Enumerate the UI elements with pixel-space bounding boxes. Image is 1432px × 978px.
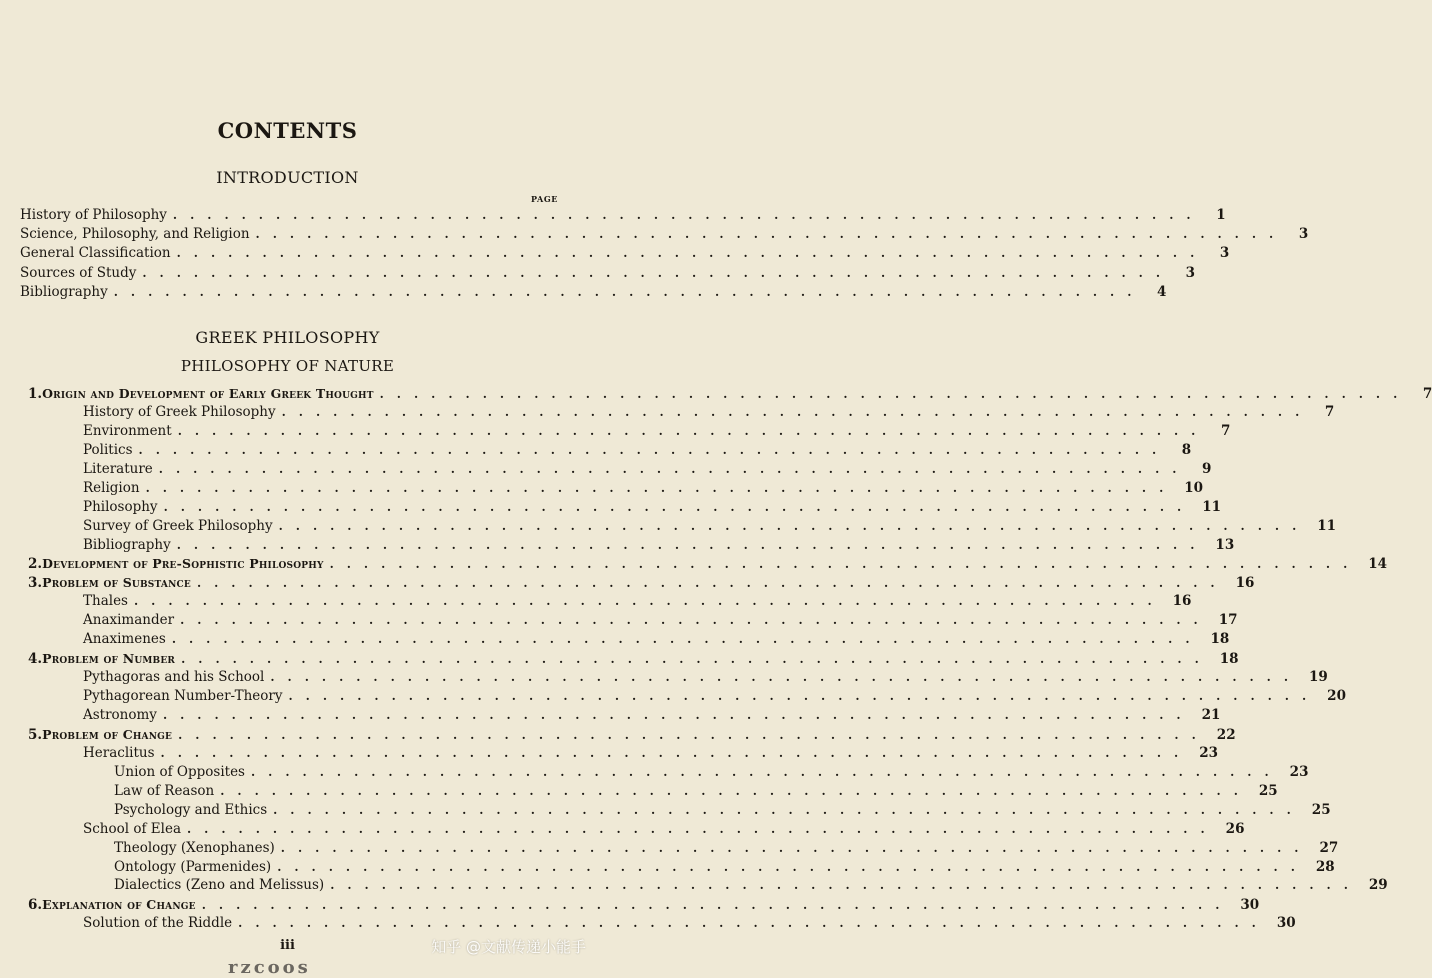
chapter-entry	[28, 895, 1260, 914]
subsection-entry	[114, 801, 1331, 820]
entry-title: Pythagoras and his School	[83, 669, 265, 686]
dot-leader: ............................................................	[280, 840, 1312, 855]
entry-title: Psychology and Ethics	[114, 801, 268, 818]
entry-page-number: 13	[1215, 536, 1235, 553]
entry-page-number: 23	[1199, 744, 1218, 761]
dot-leader: ............................................................	[288, 689, 1320, 704]
entry-title: Bibliography	[20, 283, 108, 300]
entry-title: School of Elea	[83, 820, 181, 837]
subsection-entry	[83, 422, 1231, 441]
entry-title: Problem of Number	[42, 651, 176, 667]
dot-leader: ............................................................	[187, 821, 1218, 836]
entry-title: Anaximander	[83, 612, 175, 629]
entry-page-number: 27	[1319, 839, 1339, 856]
entry-title: Pythagorean Number-Theory	[83, 688, 283, 705]
dot-leader: ............................................................	[277, 859, 1308, 874]
entry-page-number: 28	[1315, 858, 1335, 875]
entry-title: Astronomy	[83, 706, 157, 723]
subsection-entry	[83, 744, 1218, 763]
dot-leader: ............................................................	[329, 557, 1361, 572]
dot-leader: ............................................................	[138, 442, 1170, 457]
entry-title: Science, Philosophy, and Religion	[20, 226, 250, 243]
entry-title: History of Greek Philosophy	[83, 403, 276, 420]
entry-title: Law of Reason	[114, 782, 215, 799]
subsection-entry	[83, 479, 1204, 498]
entry-page-number: 29	[1368, 877, 1388, 894]
subsection-entry	[83, 820, 1245, 839]
subsection-entry	[114, 782, 1278, 801]
entry-page-number: 3	[1219, 245, 1230, 262]
entry-number: 1.	[28, 386, 43, 402]
subsection-entry	[83, 441, 1192, 460]
entry-title: Development of Pre-Sophistic Philosophy	[42, 556, 324, 572]
dot-leader: ............................................................	[255, 227, 1287, 242]
entry-page-number: 21	[1201, 706, 1221, 723]
entry-page-number: 23	[1289, 763, 1309, 780]
entry-title: Problem of Substance	[42, 575, 191, 591]
subsection-entry	[83, 517, 1337, 536]
dot-leader: ............................................................	[158, 461, 1190, 476]
entry-page-number: 20	[1327, 688, 1346, 705]
dot-leader: ............................................................	[220, 783, 1251, 798]
dot-leader: ............................................................	[181, 652, 1212, 667]
dot-leader: ............................................................	[278, 518, 1310, 533]
dot-leader: ............................................................	[379, 387, 1411, 401]
entry-number: 2.	[28, 556, 43, 573]
entry-page-number: 25	[1258, 782, 1278, 799]
entry-page-number: 7	[1220, 422, 1231, 439]
entry-number: 5.	[28, 726, 43, 743]
entry-page-number: 3	[1185, 264, 1196, 281]
page-folio: iii	[280, 938, 295, 953]
entry-title: Environment	[83, 422, 172, 439]
dot-leader: ............................................................	[180, 613, 1211, 628]
dot-leader: ............................................................	[133, 594, 1165, 609]
entry-page-number: 8	[1181, 441, 1192, 458]
dot-leader: ............................................................	[251, 764, 1282, 779]
entry-page-number: 3	[1298, 226, 1309, 243]
section-introduction-heading: INTRODUCTION	[216, 168, 359, 187]
entry-page-number: 16	[1172, 593, 1192, 610]
chapter-entry	[28, 573, 1255, 592]
dot-leader: ............................................................	[238, 916, 1269, 931]
entry-title: History of Philosophy	[20, 207, 167, 223]
entry-page-number: 1	[1216, 207, 1226, 223]
entry-page-number: 7	[1422, 386, 1432, 402]
entry-number: 4.	[28, 651, 43, 668]
entry-title: Survey of Greek Philosophy	[83, 517, 273, 534]
dot-leader: ............................................................	[201, 898, 1233, 913]
chapter-entry	[28, 384, 1432, 403]
entry-title: Anaximenes	[83, 631, 166, 648]
entry-title: Ontology (Parmenides)	[114, 858, 272, 875]
entry-page-number: 19	[1309, 669, 1328, 686]
subsection-entry	[83, 498, 1222, 517]
intro-entry	[20, 225, 1309, 244]
entry-page-number: 16	[1235, 575, 1255, 592]
dot-leader: ............................................................	[142, 265, 1174, 280]
page-title: CONTENTS	[217, 118, 358, 143]
entry-number: 6.	[28, 897, 43, 914]
dot-leader: ............................................................	[113, 284, 1145, 299]
subsection-entry	[83, 611, 1238, 630]
entry-page-number: 11	[1317, 517, 1337, 534]
entry-page-number: 9	[1202, 460, 1212, 477]
entry-page-number: 14	[1368, 556, 1388, 573]
dot-leader: ............................................................	[178, 727, 1209, 742]
entry-title: Literature	[83, 460, 153, 477]
entry-title: Dialectics (Zeno and Melissus)	[114, 877, 325, 894]
subsection-entry	[83, 630, 1230, 649]
entry-title: Philosophy	[83, 498, 158, 515]
subsection-entry	[114, 763, 1309, 782]
entry-page-number: 18	[1219, 651, 1239, 668]
chapter-entry	[28, 554, 1388, 573]
entry-page-number: 17	[1218, 612, 1238, 629]
dot-leader: ............................................................	[160, 745, 1192, 760]
subsection-entry	[83, 403, 1335, 422]
dot-leader: ............................................................	[172, 208, 1204, 222]
chapter-entry	[28, 649, 1239, 668]
entry-title: Religion	[83, 479, 140, 496]
subsection-entry	[83, 706, 1221, 725]
dot-leader: ............................................................	[176, 537, 1208, 552]
dot-leader: ............................................................	[196, 576, 1228, 591]
intro-entry	[20, 244, 1230, 263]
entry-page-number: 22	[1216, 726, 1236, 743]
subsection-entry	[83, 914, 1296, 933]
dot-leader: ............................................................	[163, 499, 1195, 514]
subsection-entry	[83, 592, 1192, 611]
dot-leader: ............................................................	[281, 404, 1313, 419]
library-stamp: rzcoos	[228, 957, 311, 978]
subsection-entry	[114, 876, 1388, 895]
entry-title: Bibliography	[83, 536, 171, 553]
watermark: 知乎 @文献传递小能手	[431, 938, 586, 956]
chapter-entry	[28, 725, 1236, 744]
entry-title: Politics	[83, 441, 133, 458]
dot-leader: ............................................................	[162, 707, 1194, 722]
entry-number: 3.	[28, 575, 43, 592]
section-nature-heading: PHILOSOPHY OF NATURE	[180, 357, 395, 375]
dot-leader: ............................................................	[177, 423, 1209, 438]
page-column-header: PAGE	[531, 194, 558, 204]
dot-leader: ............................................................	[270, 670, 1302, 685]
entry-title: Thales	[83, 593, 128, 610]
subsection-entry	[83, 687, 1346, 706]
entry-title: Union of Opposites	[114, 763, 245, 780]
subsection-entry	[83, 536, 1235, 555]
dot-leader: ............................................................	[145, 480, 1177, 495]
intro-entry	[20, 283, 1167, 302]
subsection-entry	[114, 858, 1335, 877]
entry-page-number: 25	[1311, 801, 1331, 818]
entry-page-number: 7	[1324, 403, 1335, 420]
entry-title: Sources of Study	[20, 264, 137, 281]
entry-title: Origin and Development of Early Greek Thought	[42, 386, 374, 401]
entry-page-number: 10	[1184, 479, 1204, 496]
section-greek-heading: GREEK PHILOSOPHY	[195, 328, 380, 347]
entry-title: Problem of Change	[42, 726, 173, 742]
entry-page-number: 30	[1276, 915, 1296, 932]
entry-page-number: 26	[1225, 820, 1245, 837]
entry-page-number: 18	[1210, 631, 1230, 648]
subsection-entry	[83, 460, 1212, 479]
entry-title: Heraclitus	[83, 744, 155, 761]
intro-entry	[20, 264, 1196, 283]
subsection-entry	[114, 839, 1339, 858]
entry-page-number: 30	[1240, 897, 1260, 914]
dot-leader: ............................................................	[330, 878, 1361, 893]
dot-leader: ............................................................	[171, 632, 1203, 647]
entry-title: General Classification	[20, 245, 171, 262]
entry-page-number: 11	[1202, 498, 1222, 515]
entry-title: Solution of the Riddle	[83, 915, 233, 932]
entry-title: Explanation of Change	[42, 897, 196, 913]
intro-entry	[20, 206, 1226, 225]
subsection-entry	[83, 668, 1328, 687]
entry-page-number: 4	[1157, 283, 1167, 300]
entry-title: Theology (Xenophanes)	[114, 839, 275, 856]
dot-leader: ............................................................	[273, 802, 1304, 817]
dot-leader: ............................................................	[176, 246, 1208, 261]
